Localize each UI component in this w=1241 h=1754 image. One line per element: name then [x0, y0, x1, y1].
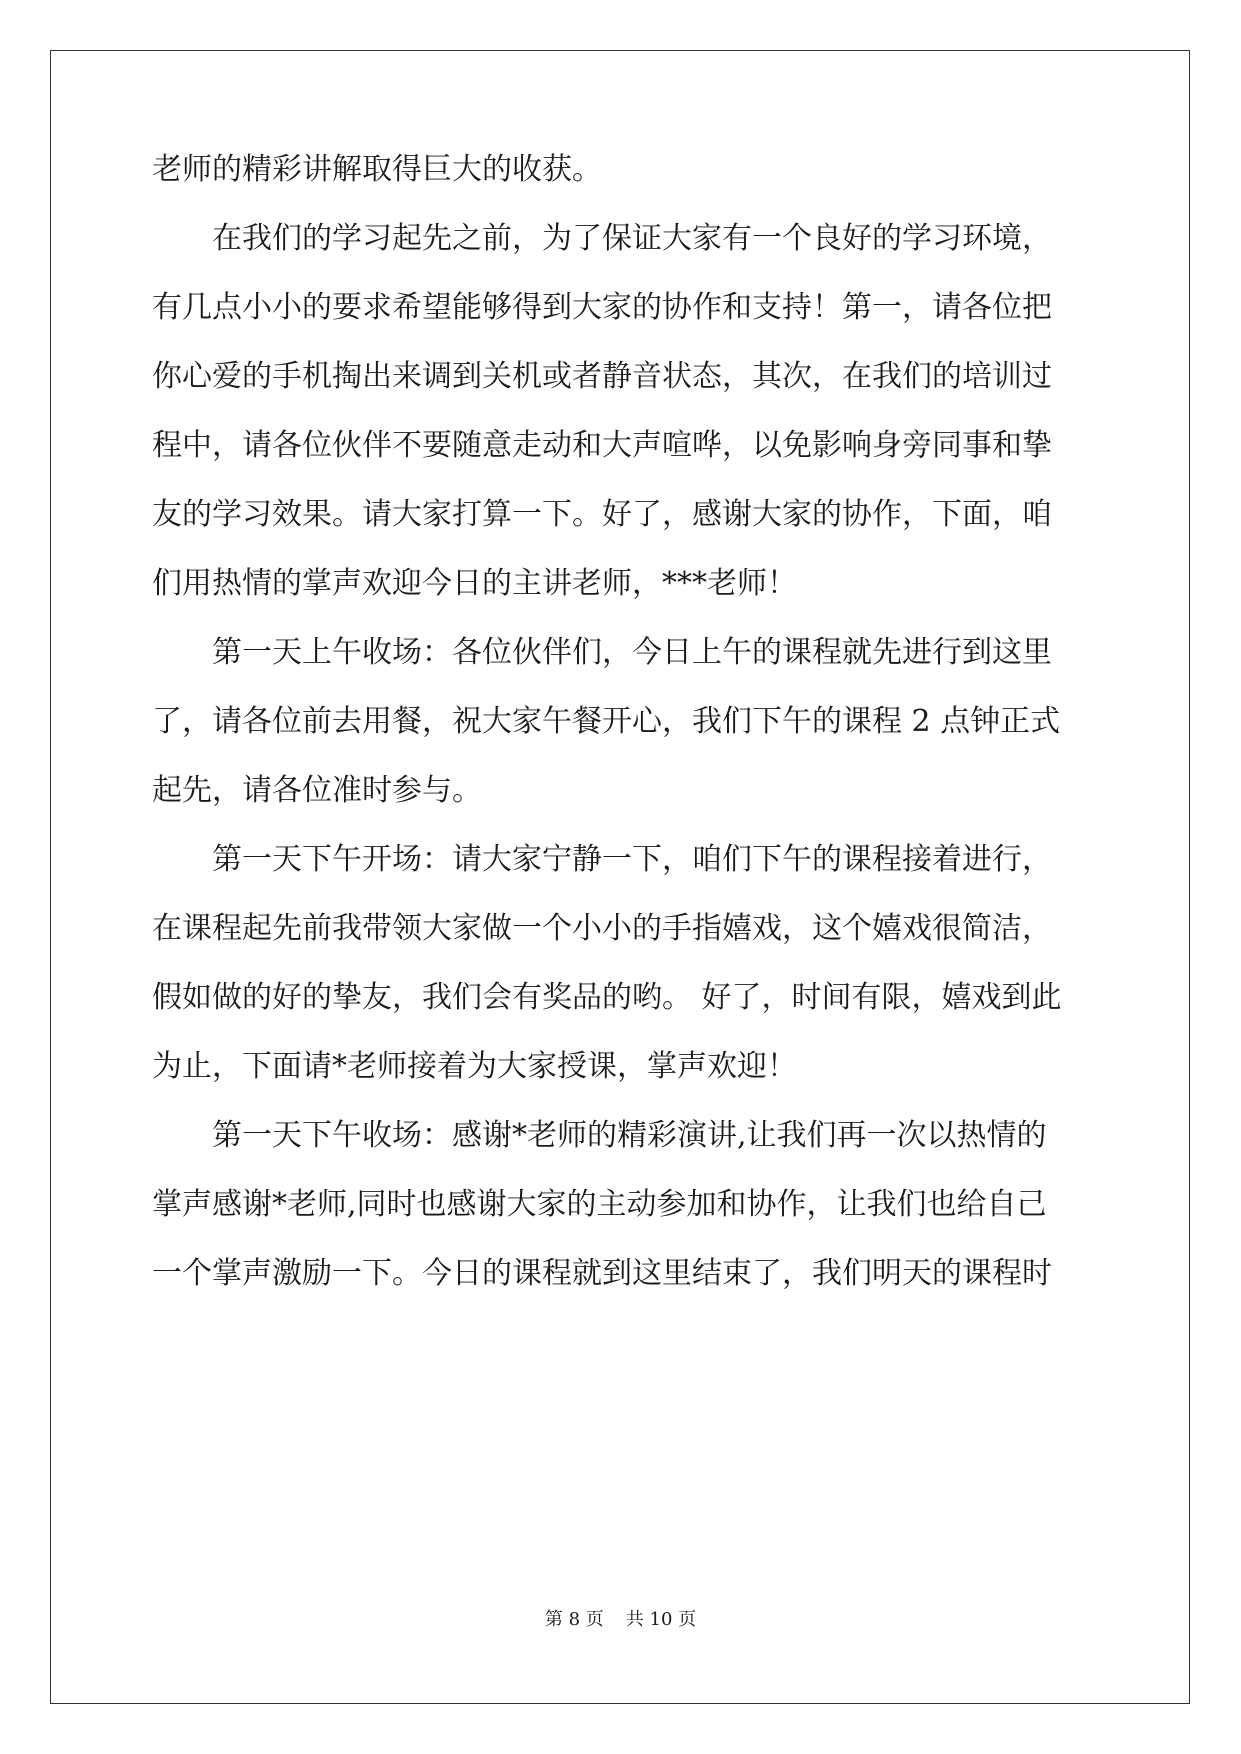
text-line: 们用热情的掌声欢迎今日的主讲老师，***老师！	[152, 566, 797, 601]
text-line: 了，请各位前去用餐，祝大家午餐开心，我们下午的课程 2 点钟正式	[152, 704, 1061, 739]
text-line: 起先，请各位准时参与。	[152, 773, 482, 808]
paragraph-start-line: 第一天下午开场：请大家宁静一下，咱们下午的课程接着进行，	[212, 842, 1052, 877]
text-line: 程中，请各位伙伴不要随意走动和大声喧哗，以免影响身旁同事和挚	[152, 428, 1052, 463]
text-line: 你心爱的手机掏出来调到关机或者静音状态，其次，在我们的培训过	[152, 359, 1052, 394]
paragraph-start-line: 第一天下午收场：感谢*老师的精彩演讲,让我们再一次以热情的	[212, 1118, 1047, 1153]
text-line: 在课程起先前我带领大家做一个小小的手指嬉戏，这个嬉戏很简洁，	[152, 911, 1052, 946]
paragraph-start-line: 在我们的学习起先之前，为了保证大家有一个良好的学习环境，	[212, 221, 1052, 256]
page-number: 第 8 页	[544, 1609, 604, 1630]
text-line: 假如做的好的挚友，我们会有奖品的哟。 好了，时间有限，嬉戏到此	[152, 980, 1062, 1015]
text-line: 有几点小小的要求希望能够得到大家的协作和支持！第一，请各位把	[152, 290, 1052, 325]
paragraph-start-line: 第一天上午收场：各位伙伴们，今日上午的课程就先进行到这里	[212, 635, 1052, 670]
page-total: 共 10 页	[625, 1609, 697, 1630]
page-footer	[0, 1608, 1241, 1632]
text-line: 友的学习效果。请大家打算一下。好了，感谢大家的协作，下面，咱	[152, 497, 1052, 532]
text-line: 掌声感谢*老师,同时也感谢大家的主动参加和协作，让我们也给自己	[152, 1187, 1047, 1222]
text-line: 为止，下面请*老师接着为大家授课，掌声欢迎！	[152, 1049, 797, 1084]
text-line: 老师的精彩讲解取得巨大的收获。	[152, 152, 602, 187]
text-line: 一个掌声激励一下。今日的课程就到这里结束了，我们明天的课程时	[152, 1256, 1052, 1291]
